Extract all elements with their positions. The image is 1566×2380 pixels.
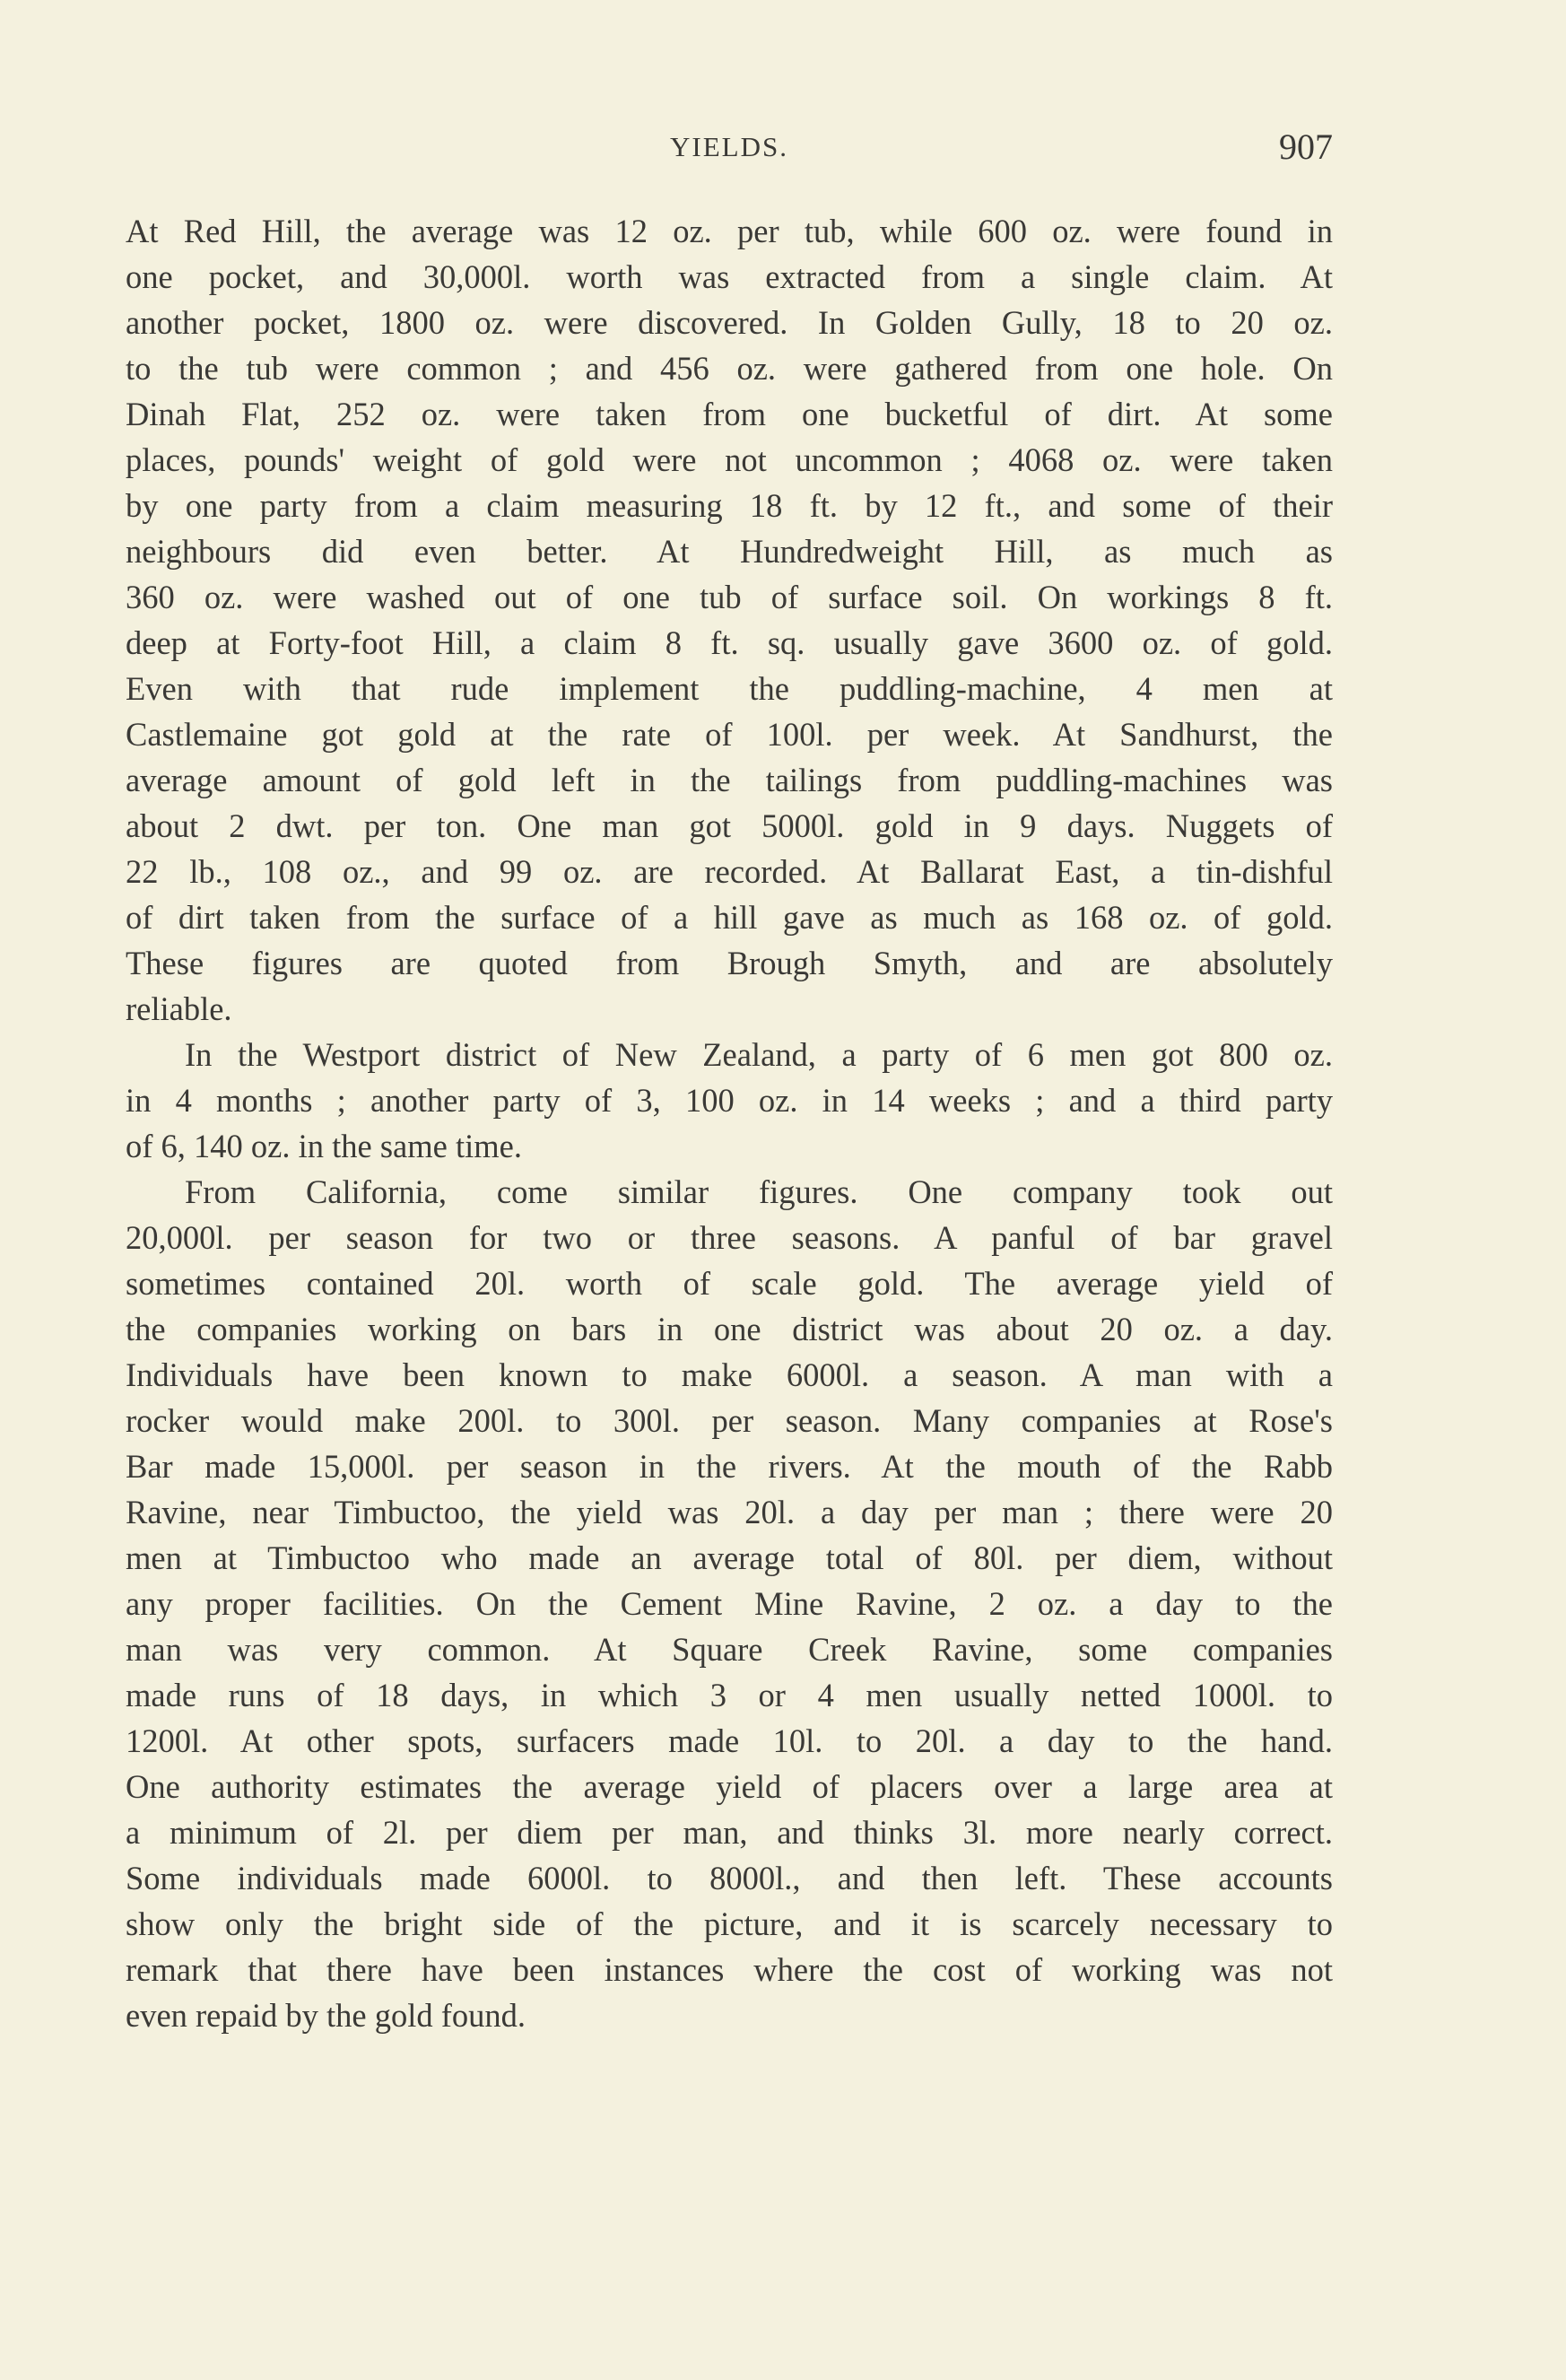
text-line: From California, come similar figures. One company took out [185,1173,1333,1210]
text-line: of 6, 140 oz. in the same time. [126,1128,522,1164]
text-line: a minimum of 2l. per diem per man, and thinks 3l. more nearly correct. [126,1814,1333,1851]
text-line: deep at Forty-foot Hill, a claim 8 ft. sq. usually gave 3600 oz. of gold. [126,624,1333,661]
text-line: sometimes contained 20l. worth of scale gold. The average yield of [126,1265,1333,1302]
text-line: Individuals have been known to make 6000l. a season. A man with a [126,1356,1333,1393]
text-line: any proper facilities. On the Cement Mine Ravine, 2 oz. a day to the [126,1585,1333,1622]
text-line: made runs of 18 days, in which 3 or 4 men usually netted 1000l. to [126,1677,1333,1713]
text-line: reliable. [126,990,232,1027]
text-line: 360 oz. were washed out of one tub of surface soil. On workings 8 ft. [126,579,1333,615]
paragraph [126,208,1333,1032]
text-line: by one party from a claim measuring 18 ft. by 12 ft., and some of their [126,487,1333,524]
text-line: At Red Hill, the average was 12 oz. per tub, while 600 oz. were found in [126,213,1333,249]
text-line: even repaid by the gold found. [126,1997,526,2034]
page-body [126,208,1333,2038]
text-line: another pocket, 1800 oz. were discovered. In Golden Gully, 18 to 20 oz. [126,304,1333,341]
text-line: one pocket, and 30,000l. worth was extracted from a single claim. At [126,258,1333,295]
text-line: average amount of gold left in the tailings from puddling-machines was [126,762,1333,798]
text-line: of dirt taken from the surface of a hill gave as much as 168 oz. of gold. [126,899,1333,936]
text-line: Bar made 15,000l. per season in the rivers. At the mouth of the Rabb [126,1448,1333,1485]
paragraph [126,1032,1333,1169]
text-line: One authority estimates the average yield of placers over a large area at [126,1768,1333,1805]
page-number: 907 [1279,126,1333,167]
text-line: Castlemaine got gold at the rate of 100l. per week. At Sandhurst, the [126,716,1333,753]
text-line: the companies working on bars in one district was about 20 oz. a day. [126,1311,1333,1347]
text-line: Dinah Flat, 252 oz. were taken from one bucketful of dirt. At some [126,396,1333,432]
text-line: Ravine, near Timbuctoo, the yield was 20l. a day per man ; there were 20 [126,1494,1333,1530]
text-line: Even with that rude implement the puddling-machine, 4 men at [126,670,1333,707]
text-line: These figures are quoted from Brough Smyth, and are absolutely [126,945,1333,981]
text-line: 20,000l. per season for two or three seasons. A panful of bar gravel [126,1219,1333,1256]
text-line: 1200l. At other spots, surfacers made 10l. to 20l. a day to the hand. [126,1722,1333,1759]
text-line: remark that there have been instances where the cost of working was not [126,1951,1333,1988]
text-line: show only the bright side of the picture, and it is scarcely necessary to [126,1905,1333,1942]
text-line: Some individuals made 6000l. to 8000l., and then left. These accounts [126,1860,1333,1896]
text-line: men at Timbuctoo who made an average total of 80l. per diem, without [126,1539,1333,1576]
text-line: 22 lb., 108 oz., and 99 oz. are recorded. At Ballarat East, a tin-dishful [126,853,1333,890]
running-title: YIELDS. [670,131,788,162]
text-line: man was very common. At Square Creek Ravine, some companies [126,1631,1333,1668]
text-line: places, pounds' weight of gold were not uncommon ; 4068 oz. were taken [126,441,1333,478]
text-line: about 2 dwt. per ton. One man got 5000l. gold in 9 days. Nuggets of [126,807,1333,844]
text-line: in 4 months ; another party of 3, 100 oz. in 14 weeks ; and a third party [126,1082,1333,1119]
text-line: In the Westport district of New Zealand, a party of 6 men got 800 oz. [185,1036,1333,1073]
text-line: neighbours did even better. At Hundredweight Hill, as much as [126,533,1333,570]
page-header [126,126,1333,170]
paragraph [126,1169,1333,2038]
text-line: to the tub were common ; and 456 oz. were gathered from one hole. On [126,350,1333,387]
text-line: rocker would make 200l. to 300l. per season. Many companies at Rose's [126,1402,1333,1439]
